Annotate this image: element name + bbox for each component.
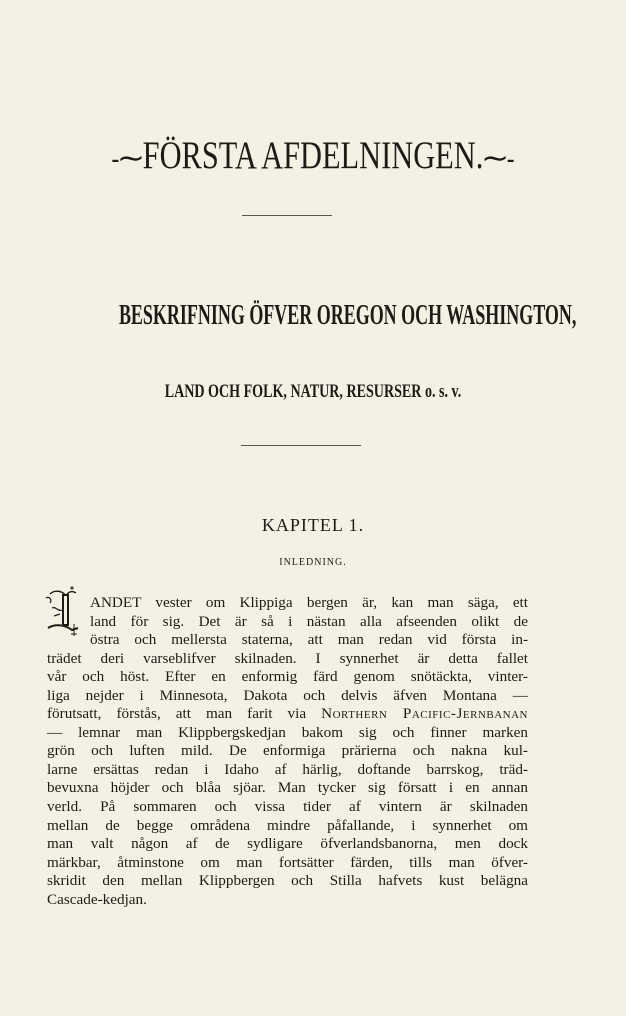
body-line: skridit den mellan Klippbergen och Stilla hafvets kust belägna <box>47 872 528 890</box>
body-line: märkbar, åtminstone om man fortsätter färden, tills man öfver- <box>47 853 528 871</box>
body-line: liga nejder i Minnesota, Dakota och delvis äfven Montana — <box>47 686 528 704</box>
body-line: — lemnar man Klippbergskedjan bakom sig och finner marken <box>47 723 528 741</box>
body-line: grön och luften mild. De enformiga prärierna och nakna kul- <box>47 742 528 760</box>
subtitle: LAND OCH FOLK, NATUR, RESURSER o. s. v. <box>164 381 462 402</box>
section-heading: INLEDNING. <box>279 557 347 568</box>
body-line: larne ersättas redan i Idaho af härlig, doftande barrskog, träd- <box>47 760 528 778</box>
body-line-text: förutsatt, förstås, att man farit via <box>47 705 307 723</box>
chapter-heading: KAPITEL 1. <box>261 515 365 535</box>
body-line: ANDET vester om Klippiga bergen är, kan man säga, ett <box>90 594 528 611</box>
body-line: östra och mellersta staterna, att man redan vid första in- <box>90 631 528 649</box>
body-paragraph <box>47 594 528 909</box>
body-line: trädet deri varseblifver skilnaden. I synnerhet är detta fallet <box>47 649 528 667</box>
divider-rule-bottom <box>241 445 361 446</box>
body-line: land för sig. Det är så i nästan alla afseenden olikt de <box>90 612 528 630</box>
part-title <box>69 128 557 187</box>
book-title: BESKRIFNING ÖFVER OREGON OCH WASHINGTON, <box>118 299 577 331</box>
body-line: mellan de begge områdena mindre påfallande, i synnerhet om <box>47 816 528 834</box>
body-line: Cascade-kedjan. <box>47 890 147 908</box>
body-line: verld. På sommaren och vissa tider af vintern är skilnaden <box>47 798 528 816</box>
body-line: bevuxna höjder och blåa sjöar. Man tycker sig försatt i en annan <box>47 779 528 797</box>
body-line-with-railway <box>47 705 528 724</box>
right-ornament: ⁓- <box>483 142 515 176</box>
body-line: vår och höst. Efter en enformig färd genom snötäckta, vinter- <box>47 668 528 686</box>
divider-rule-top <box>242 215 332 216</box>
body-line: man valt någon af de sydligare öfverlandsbanorna, men dock <box>47 835 528 853</box>
left-ornament: -⁓ <box>111 142 143 176</box>
part-title-text: FÖRSTA AFDELNINGEN. <box>142 134 484 177</box>
railway-name: Northern Pacific-Jernbanan <box>321 705 529 723</box>
